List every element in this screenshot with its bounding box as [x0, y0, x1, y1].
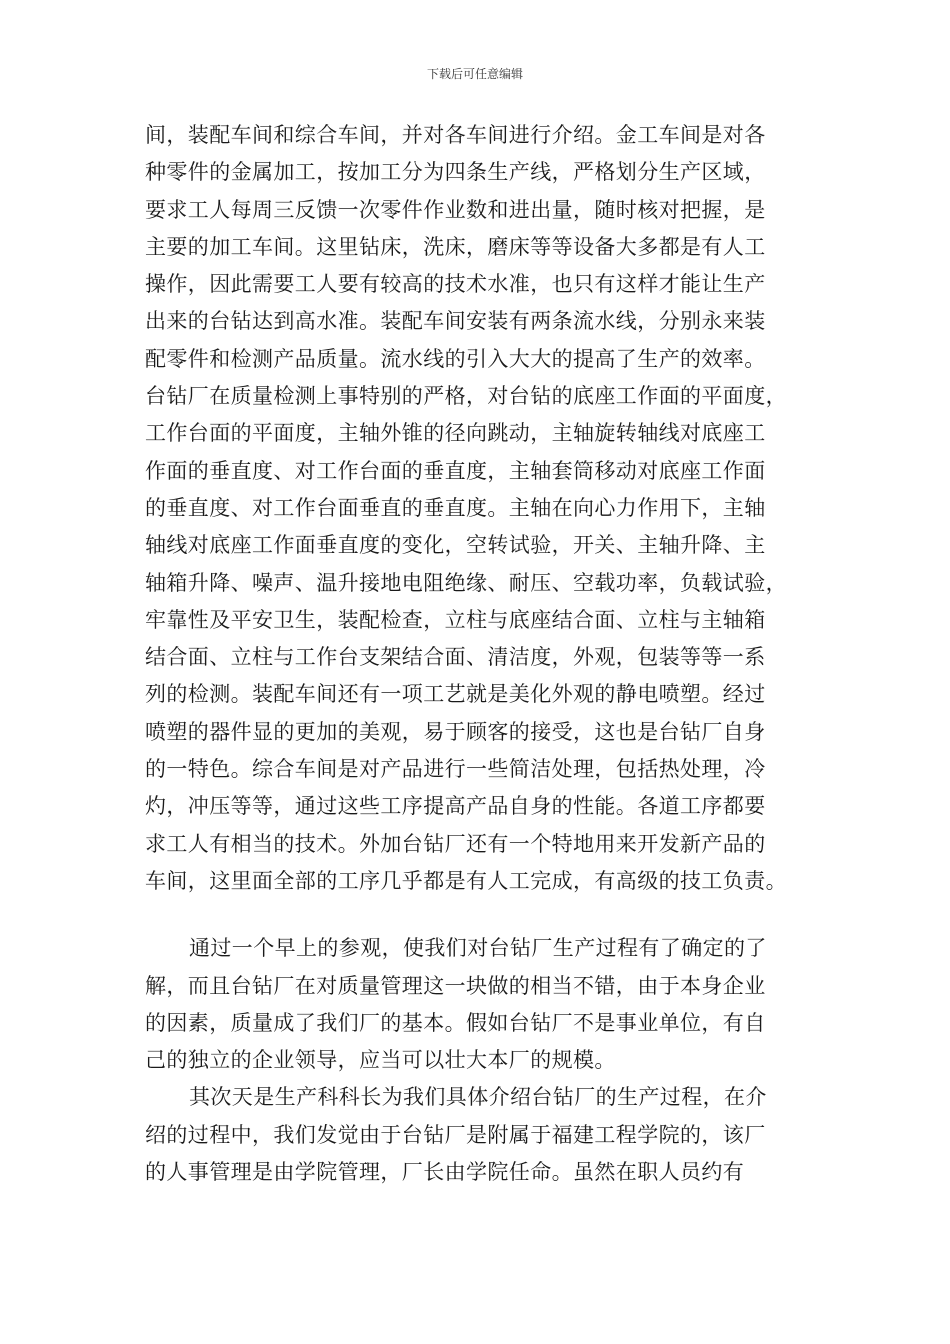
text-line: 台钻厂在质量检测上事特别的严格，对台钻的底座工作面的平面度， — [145, 384, 787, 409]
text-line: 求工人有相当的技术。外加台钻厂还有一个特地用来开发新产品的 — [145, 831, 766, 856]
text-line: 种零件的金属加工，按加工分为四条生产线，严格划分生产区域， — [145, 160, 766, 185]
text-line: 主要的加工车间。这里钻床，洗床，磨床等等设备大多都是有人工 — [145, 234, 766, 259]
text-line: 解，而且台钻厂在对质量管理这一块做的相当不错，由于本身企业 — [145, 973, 766, 998]
paragraph-3 — [145, 1079, 825, 1191]
text-line: 其次天是生产科科长为我们具体介绍台钻厂的生产过程，在介 — [189, 1085, 767, 1110]
text-line: 的一特色。综合车间是对产品进行一些简洁处理，包括热处理，冷 — [145, 757, 766, 782]
text-line: 出来的台钻达到高水准。装配车间安装有两条流水线，分别永来装 — [145, 309, 766, 334]
text-line: 操作，因此需要工人要有较高的技术水准，也只有这样才能让生产 — [145, 272, 766, 297]
text-line: 绍的过程中，我们发觉由于台钻厂是附属于福建工程学院的，该厂 — [145, 1122, 766, 1147]
text-line: 己的独立的企业领导，应当可以壮大本厂的规模。 — [145, 1048, 616, 1073]
text-line: 牢靠性及平安卫生，装配检查，立柱与底座结合面、立柱与主轴箱 — [145, 607, 766, 632]
text-line: 列的检测。装配车间还有一项工艺就是美化外观的静电喷塑。经过 — [145, 682, 766, 707]
paragraph-1 — [145, 117, 825, 900]
text-line: 要求工人每周三反馈一次零件作业数和进出量，随时核对把握，是 — [145, 197, 766, 222]
text-line: 通过一个早上的参观，使我们对台钻厂生产过程有了确定的了 — [189, 936, 767, 961]
text-line: 间，装配车间和综合车间，并对各车间进行介绍。金工车间是对各 — [145, 123, 766, 147]
text-line: 配零件和检测产品质量。流水线的引入大大的提高了生产的效率。 — [145, 346, 766, 371]
paragraph-2 — [145, 930, 825, 1079]
text-line: 灼，冲压等等，通过这些工序提高产品自身的性能。各道工序都要 — [145, 794, 766, 819]
text-line: 结合面、立柱与工作台支架结合面、清洁度，外观，包装等等一系 — [145, 645, 766, 670]
text-line: 轴线对底座工作面垂直度的变化，空转试验，开关、主轴升降、主 — [145, 533, 766, 558]
text-line: 喷塑的器件显的更加的美观，易于顾客的接受，这也是台钻厂自身 — [145, 719, 766, 744]
text-line: 车间，这里面全部的工序几乎都是有人工完成，有高级的技工负责。 — [145, 868, 787, 893]
text-line: 作面的垂直度、对工作台面的垂直度，主轴套筒移动对底座工作面 — [145, 458, 766, 483]
text-line: 轴箱升降、噪声、温升接地电阻绝缘、耐压、空载功率，负载试验， — [145, 570, 787, 595]
paragraph-gap — [145, 900, 825, 930]
text-line: 的垂直度、对工作台面垂直的垂直度。主轴在向心力作用下，主轴 — [145, 495, 766, 520]
text-line: 工作台面的平面度，主轴外锥的径向跳动，主轴旋转轴线对底座工 — [145, 421, 766, 446]
text-line: 的人事管理是由学院管理，厂长由学院任命。虽然在职人员约有 — [145, 1160, 745, 1185]
document-body — [145, 117, 825, 1191]
text-line: 的因素，质量成了我们厂的基本。假如台钻厂不是事业单位，有自 — [145, 1010, 766, 1035]
page-header: 下载后可任意编辑 — [426, 67, 523, 81]
